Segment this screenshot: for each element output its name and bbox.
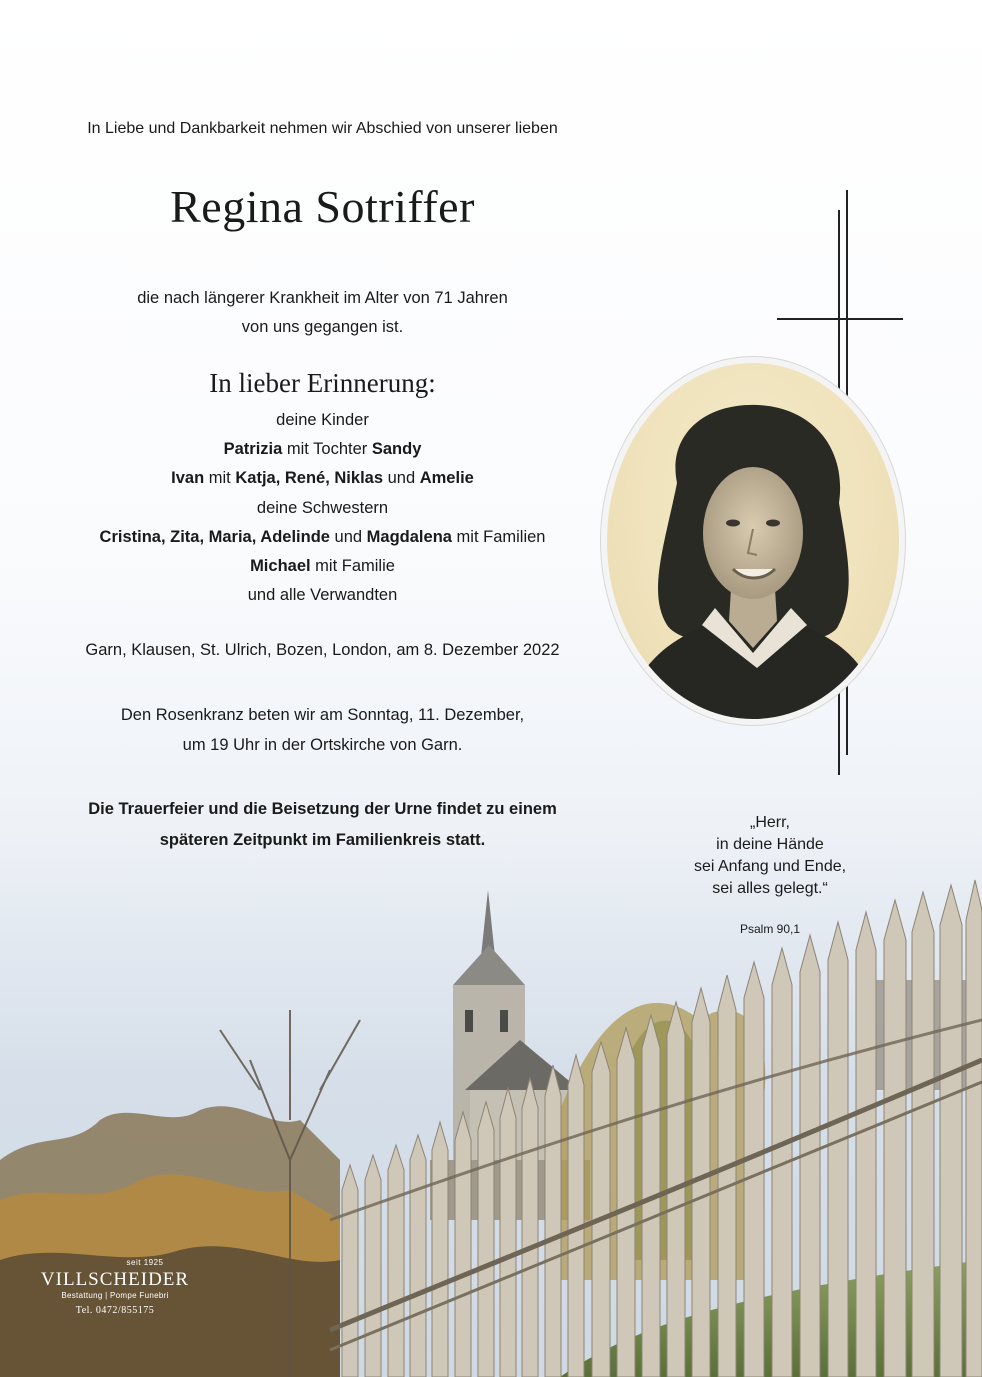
funeral-info	[30, 794, 615, 856]
psalm-reference: Psalm 90,1	[739, 922, 801, 936]
family-name: Magdalena	[366, 527, 452, 546]
logo-since: seit 1925	[126, 1258, 164, 1267]
relatives-line: und alle Verwandten	[247, 586, 398, 605]
family-line-patrizia	[30, 435, 615, 464]
cross-icon-horizontal	[777, 318, 903, 320]
portrait-illustration	[607, 363, 899, 719]
family-name: Cristina, Zita, Maria, Adelinde	[99, 527, 330, 546]
place-date: Garn, Klausen, St. Ulrich, Bozen, London, am 8. Dezember 2022	[85, 641, 560, 659]
logo-subtitle: Bestattung | Pompe Funebri	[61, 1291, 169, 1300]
family-connector: mit Tochter	[282, 440, 372, 459]
family-connector: mit	[204, 469, 236, 488]
funeral-line-1: Die Trauerfeier und die Beisetzung der Urne findet zu einem	[88, 800, 557, 818]
quote-line: sei alles gelegt.“	[712, 880, 828, 897]
portrait-photo	[607, 363, 899, 719]
family-line-sisters	[30, 523, 615, 552]
children-label: deine Kinder	[276, 411, 369, 429]
age-line-2: von uns gegangen ist.	[241, 318, 404, 336]
quote-line: „Herr,	[750, 814, 790, 831]
logo-brand: VILLSCHEIDER	[40, 1269, 190, 1290]
family-name: Katja, René, Niklas	[235, 469, 384, 488]
family-connector: mit Familien	[451, 527, 546, 546]
rosary-info	[30, 700, 615, 760]
quote-line: in deine Hände	[716, 836, 824, 853]
family-name: Ivan	[171, 469, 205, 488]
family-list	[30, 406, 615, 610]
intro-text: In Liebe und Dankbarkeit nehmen wir Abschied von unserer lieben	[87, 120, 558, 137]
family-connector: und	[329, 527, 367, 546]
memory-title: In lieber Erinnerung:	[209, 368, 436, 398]
logo-phone: Tel. 0472/855175	[75, 1305, 155, 1316]
funeral-home-logo	[30, 1258, 200, 1316]
family-line-michael	[30, 552, 615, 581]
rosary-line-2: um 19 Uhr in der Ortskirche von Garn.	[182, 736, 463, 754]
family-line-ivan	[30, 464, 615, 493]
family-connector: und	[383, 469, 420, 488]
family-connector: mit Familie	[310, 557, 395, 576]
family-name: Patrizia	[223, 440, 283, 459]
family-name: Sandy	[371, 440, 422, 459]
deceased-name: Regina Sotriffer	[170, 181, 475, 232]
rosary-line-1: Den Rosenkranz beten wir am Sonntag, 11. Dezember,	[120, 706, 525, 724]
family-name: Amelie	[419, 469, 474, 488]
age-statement	[40, 284, 605, 342]
family-name: Michael	[250, 557, 311, 576]
quote-line: sei Anfang und Ende,	[693, 858, 847, 875]
funeral-line-2: späteren Zeitpunkt im Familienkreis statt.	[159, 831, 486, 849]
sisters-label: deine Schwestern	[256, 498, 389, 517]
age-line-1: die nach längerer Krankheit im Alter von 71 Jahren	[137, 289, 508, 307]
